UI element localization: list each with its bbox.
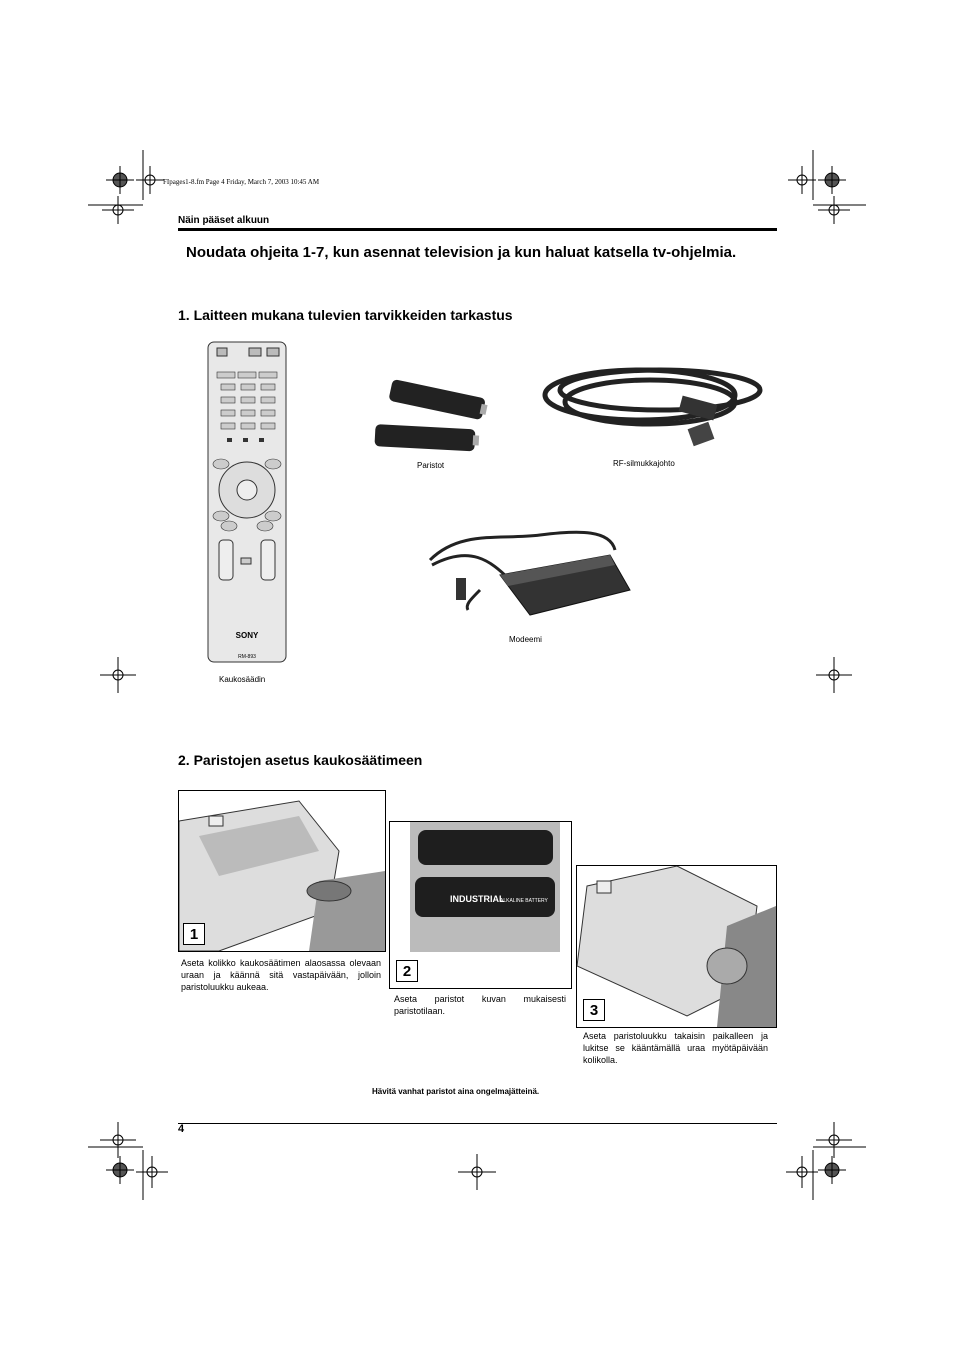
step2-number: 2: [396, 960, 418, 982]
step3-photo: [576, 865, 777, 1028]
footer-rule: [178, 1123, 777, 1124]
page-number: 4: [178, 1123, 185, 1135]
step1-number: 1: [183, 923, 205, 945]
file-info: FIpages1-8.fm Page 4 Friday, March 7, 2003 10:45 AM: [163, 178, 320, 186]
disposal-note: Hävitä vanhat paristot aina ongelmajätteinä.: [372, 1087, 540, 1096]
section2-title: 2. Paristojen asetus kaukosäätimeen: [178, 752, 423, 768]
step3-text: Aseta paristoluukku takaisin paikalleen ja lukitse se kääntämällä uraa myötäpäivään kolikolla.: [583, 1031, 768, 1065]
remote-brand-text: SONY: [235, 631, 259, 640]
modem-image: [420, 520, 635, 620]
battery-sublabel-text: ALKALINE BATTERY: [500, 898, 548, 904]
step2-text: Aseta paristot kuvan mukaisesti paristotilaan.: [394, 994, 566, 1016]
rf-cable-image: [540, 360, 780, 460]
modem-caption: Modeemi: [509, 635, 542, 644]
batteries-image: [370, 372, 490, 457]
rf-cable-caption: RF-silmukkajohto: [613, 459, 675, 468]
remote-caption: Kaukosäädin: [219, 675, 266, 684]
section1-title: 1. Laitteen mukana tulevien tarvikkeiden tarkastus: [178, 307, 513, 323]
header-rule: [178, 228, 777, 231]
step1-photo: [178, 790, 386, 952]
step1-text: Aseta kolikko kaukosäätimen alaosassa olevaan uraan ja käännä sitä vastapäivään, jolloin paristoluukku aukeaa.: [181, 958, 381, 992]
batteries-caption: Paristot: [417, 461, 445, 470]
battery-label-text: INDUSTRIAL: [450, 894, 505, 904]
remote-model-text: RM-893: [238, 654, 256, 660]
main-title: Noudata ohjeita 1-7, kun asennat television ja kun haluat katsella tv-ohjelmia.: [186, 244, 737, 261]
section-header: Näin pääset alkuun: [178, 215, 270, 226]
step2-photo: [389, 821, 572, 989]
step3-number: 3: [583, 999, 605, 1021]
remote-control-image: [205, 340, 291, 670]
